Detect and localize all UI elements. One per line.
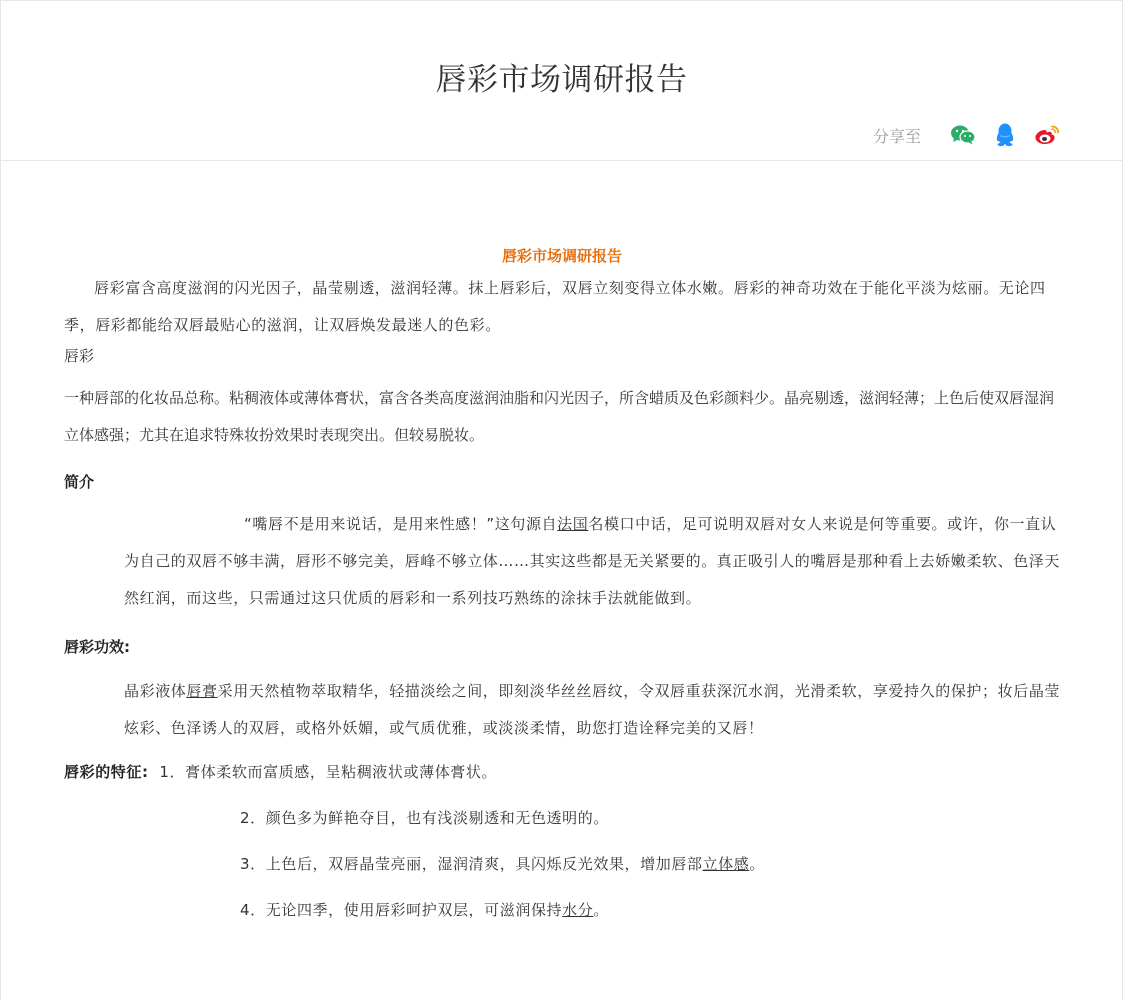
intro-text-after: 名模口中话，足可说明双唇对女人来说是何等重要。或许，你一直认为自己的双唇不够丰满，唇形不够完美，唇峰不够立体……其实这些都是无关紧要的。真正吸引人的嘴唇是那种看上去娇嫩柔软、色泽天然红润，而这些，只需通过这只优质的唇彩和一系列技巧熟练的涂抹手法就能做到。 — [124, 515, 1061, 607]
feature-item-3 — [64, 849, 1060, 879]
moisture-link[interactable]: 水分 — [562, 901, 594, 919]
effect-section-paragraph — [64, 673, 1060, 747]
lipstick-link[interactable]: 唇膏 — [186, 682, 218, 700]
page-title: 唇彩市场调研报告 — [435, 62, 688, 98]
document-header — [0, 0, 1123, 161]
section-heading-intro: 简介 — [64, 473, 95, 491]
intro-text-before: “嘴唇不是用来说话，是用来性感！”这句源自 — [244, 515, 558, 533]
article-body — [64, 244, 1060, 925]
wechat-icon[interactable] — [949, 121, 977, 149]
feature-item-1: 1．膏体柔软而富质感，呈粘稠液状或薄体膏状。 — [159, 763, 498, 781]
qq-icon[interactable] — [991, 121, 1019, 149]
feature-3-text-before: 3．上色后，双唇晶莹亮丽，湿润清爽，具闪烁反光效果，增加唇部 — [240, 855, 703, 873]
effect-text-after: 采用天然植物萃取精华，轻描淡绘之间，即刻淡华丝丝唇纹，令双唇重获深沉水润，光滑柔软，享爱持久的保护；妆后晶莹炫彩、色泽诱人的双唇，或格外妖媚，或气质优雅，或淡淡柔情，助您打造诠释完美的又唇！ — [124, 682, 1061, 737]
effect-text-before: 晶彩液体 — [124, 682, 187, 700]
share-bar — [873, 121, 1061, 149]
section-heading-effect: 唇彩功效: — [64, 638, 130, 656]
weibo-icon[interactable] — [1033, 121, 1061, 149]
share-label: 分享至 — [872, 126, 921, 146]
intro-paragraph: 唇彩富含高度滋润的闪光因子，晶莹剔透，滋润轻薄。抹上唇彩后，双唇立刻变得立体水嫩。唇彩的神奇功效在于能化平淡为炫丽。无论四季，唇彩都能给双唇最贴心的滋润，让双唇焕发最迷人的色彩。 — [64, 279, 1046, 334]
term-label: 唇彩 — [64, 347, 95, 365]
feature-4-text-before: 4．无论四季，使用唇彩呵护双层，可滋润保持 — [240, 901, 563, 919]
feature-4-text-after: 。 — [593, 901, 609, 919]
three-dimensional-link[interactable]: 立体感 — [702, 855, 750, 873]
feature-item-4 — [64, 895, 1060, 925]
feature-item-2: 2．颜色多为鲜艳夺目，也有浅淡剔透和无色透明的。 — [240, 809, 609, 827]
section-heading-features: 唇彩的特征: — [64, 763, 149, 781]
features-first-row — [64, 757, 1060, 787]
france-link[interactable]: 法国 — [557, 515, 589, 533]
definition-paragraph: 一种唇部的化妆品总称。粘稠液体或薄体膏状，富含各类高度滋润油脂和闪光因子，所含蜡质及色彩颜料少。晶亮剔透，滋润轻薄；上色后使双唇湿润立体感强；尤其在追求特殊妆扮效果时表现突出。但较易脱妆。 — [64, 389, 1055, 444]
feature-3-text-after: 。 — [749, 855, 765, 873]
article-title: 唇彩市场调研报告 — [501, 247, 622, 265]
intro-section-paragraph — [64, 506, 1060, 617]
